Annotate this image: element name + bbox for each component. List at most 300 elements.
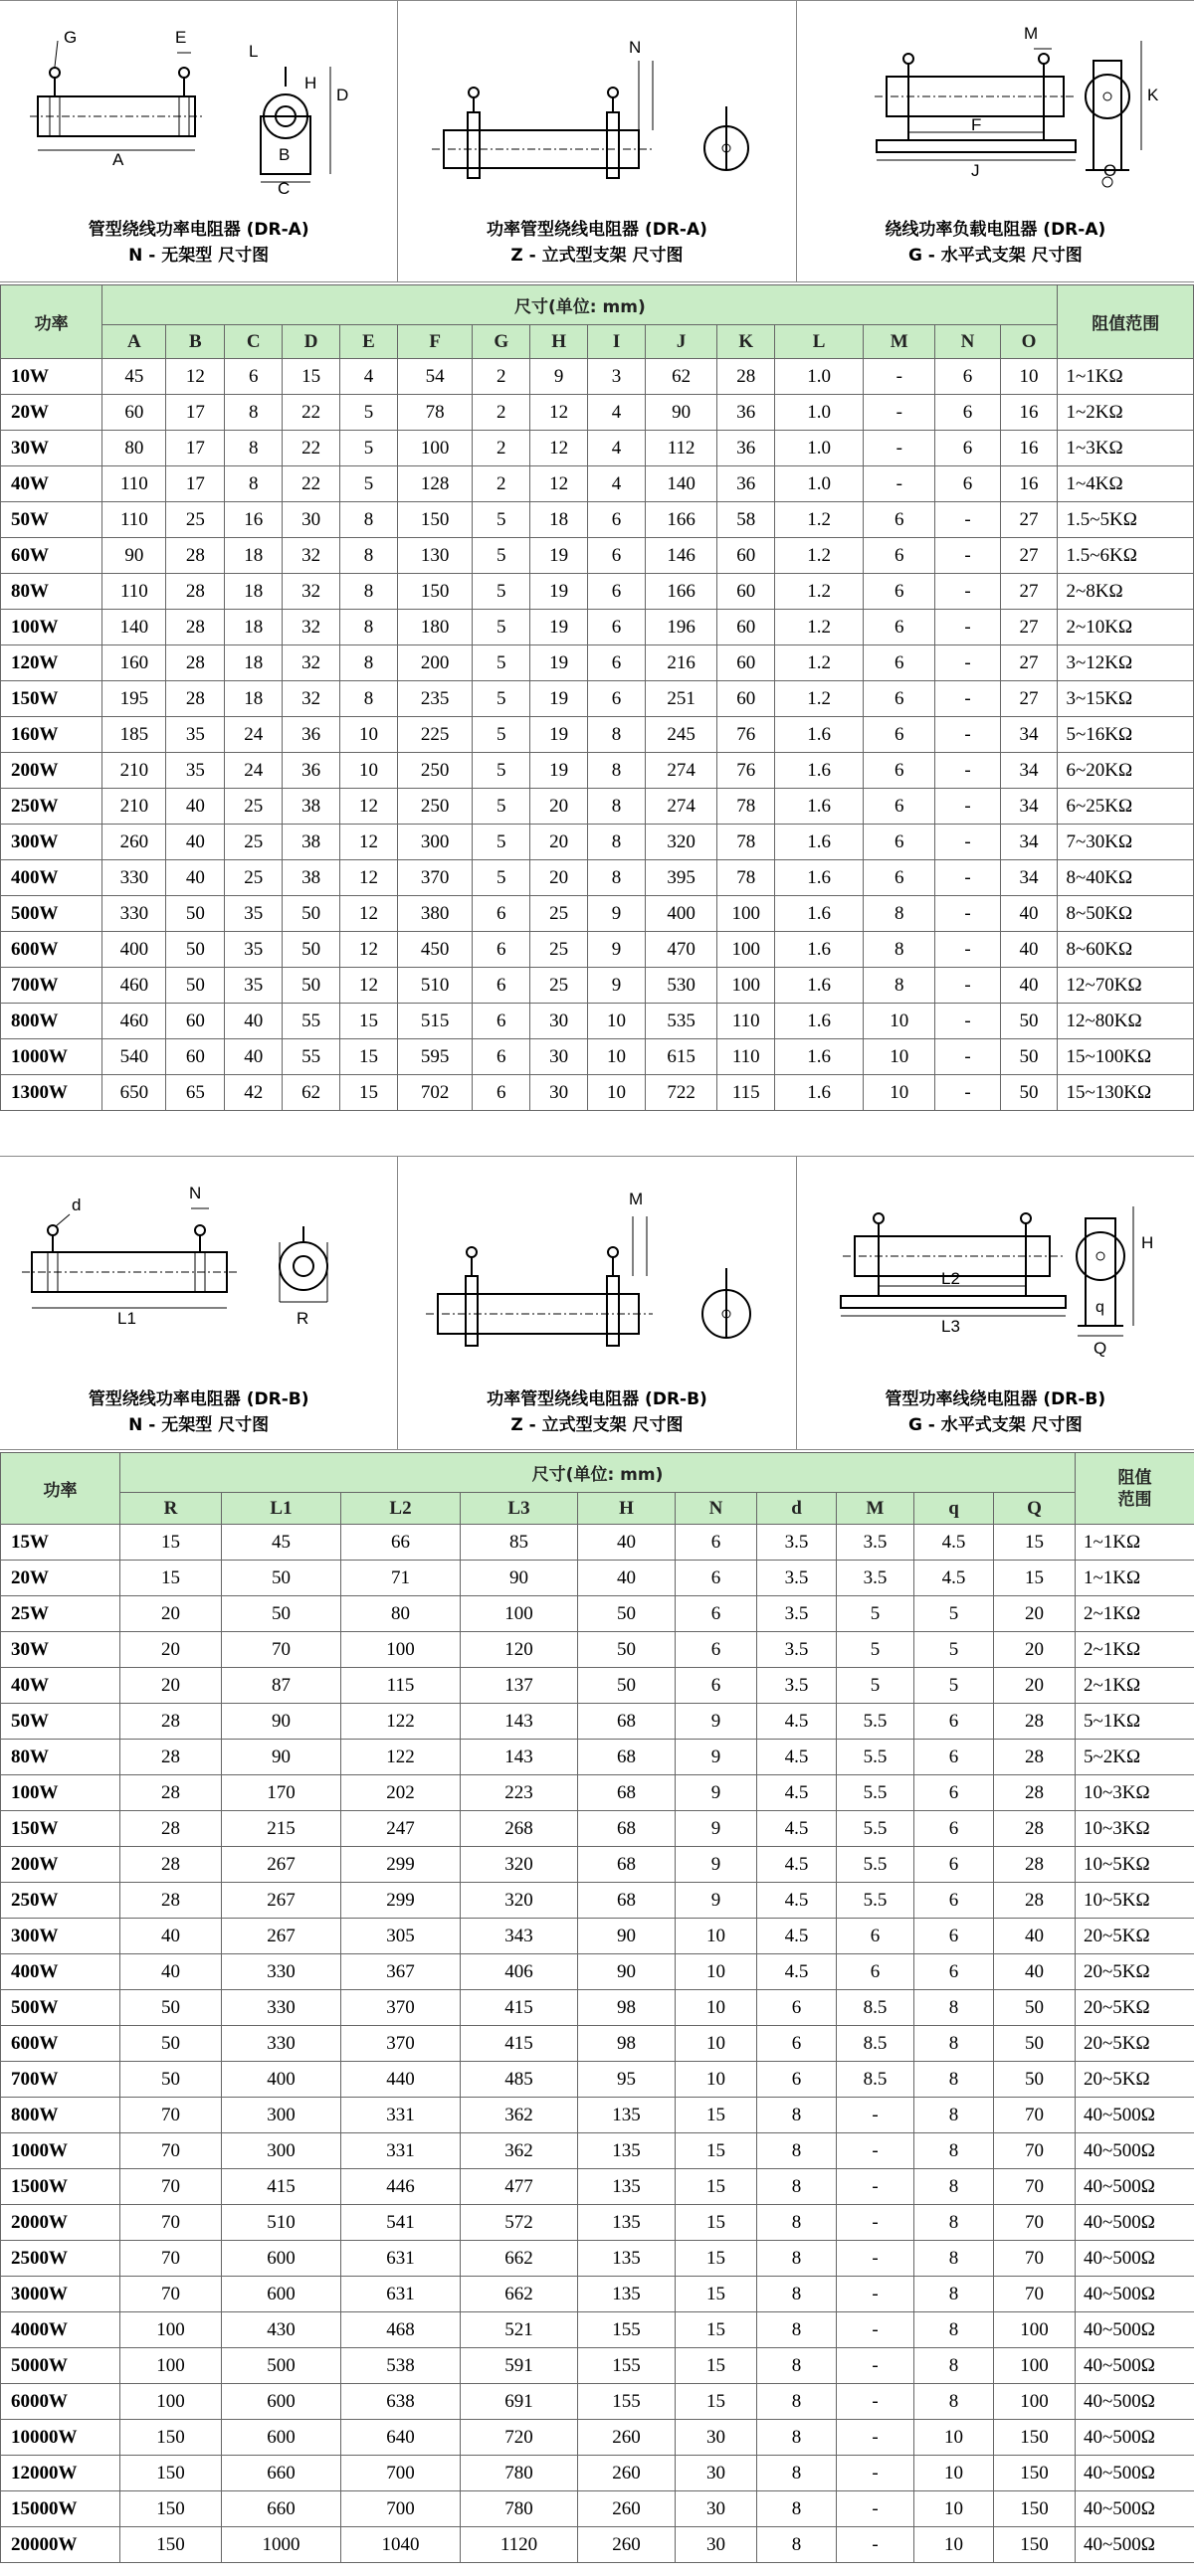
dimension-cell: 19: [530, 538, 588, 574]
table-row: [1, 2348, 1194, 2384]
dimension-cell: 510: [222, 2205, 341, 2241]
dimension-cell: 17: [166, 431, 225, 466]
power-cell: 15000W: [1, 2491, 120, 2527]
dimension-cell: -: [935, 860, 1000, 896]
dimension-cell: 6: [864, 753, 935, 789]
label-q-upper: Q: [1093, 1339, 1106, 1358]
table-row: [1, 1847, 1194, 1883]
dimension-cell: 150: [120, 2527, 222, 2563]
column-header-n: N: [676, 1493, 757, 1525]
dimension-cell: 17: [166, 466, 225, 502]
dimension-cell: 70: [994, 2277, 1076, 2312]
label-l: L: [249, 42, 259, 61]
dimension-cell: 5: [914, 1596, 994, 1632]
power-cell: 500W: [1, 1990, 120, 2026]
dimension-cell: 6: [676, 1561, 757, 1596]
dimension-cell: 150: [994, 2456, 1076, 2491]
dimension-cell: 5.5: [837, 1740, 914, 1775]
power-cell: 30W: [1, 1632, 120, 1668]
dimension-cell: 477: [461, 2169, 578, 2205]
dimension-cell: 180: [397, 610, 472, 645]
diagram-dr-b-n: [0, 1157, 398, 1449]
dimension-cell: 10: [588, 1039, 646, 1075]
dimension-cell: 8: [914, 2205, 994, 2241]
resistance-range-cell: 10~3KΩ: [1076, 1811, 1194, 1847]
table-row: [1, 1990, 1194, 2026]
dimension-cell: 66: [341, 1525, 461, 1561]
dimension-cell: 70: [994, 2169, 1076, 2205]
power-cell: 2000W: [1, 2205, 120, 2241]
dimension-cell: 70: [120, 2277, 222, 2312]
dimension-cell: 8: [914, 2348, 994, 2384]
dimension-cell: 9: [588, 968, 646, 1004]
dimension-cell: 18: [225, 645, 283, 681]
dimension-cell: 380: [397, 896, 472, 932]
dimension-cell: 35: [225, 896, 283, 932]
dimension-cell: 30: [283, 502, 340, 538]
power-header: 功率: [1, 285, 102, 359]
dimension-cell: 27: [1000, 538, 1058, 574]
dimension-cell: 6: [837, 1954, 914, 1990]
table-row: [1, 968, 1194, 1004]
column-header-r: R: [120, 1493, 222, 1525]
dimension-cell: 10: [676, 2062, 757, 2098]
column-header-n: N: [935, 325, 1000, 359]
dimension-cell: 440: [341, 2062, 461, 2098]
dimension-cell: 100: [461, 1596, 578, 1632]
dr-b-n-caption-2: N - 无架型 尺寸图: [128, 1415, 270, 1435]
table-row: [1, 753, 1194, 789]
dimension-cell: 10: [864, 1004, 935, 1039]
dimension-cell: 40: [225, 1039, 283, 1075]
dimension-cell: 28: [166, 574, 225, 610]
dimension-cell: 6: [588, 645, 646, 681]
resistance-range-cell: 2~1KΩ: [1076, 1596, 1194, 1632]
dimension-cell: 640: [341, 2420, 461, 2456]
dimension-cell: 60: [717, 610, 775, 645]
power-cell: 60W: [1, 538, 102, 574]
dimension-cell: 28: [994, 1811, 1076, 1847]
dimension-cell: 274: [645, 753, 716, 789]
table-row: [1, 2098, 1194, 2133]
power-cell: 160W: [1, 717, 102, 753]
label-l1: L1: [117, 1309, 136, 1328]
resistance-range-cell: 8~40KΩ: [1058, 860, 1194, 896]
dimension-cell: 80: [102, 431, 166, 466]
resistance-range-cell: 8~50KΩ: [1058, 896, 1194, 932]
dimension-cell: 3.5: [757, 1668, 837, 1704]
resistance-range-cell: 1~1KΩ: [1076, 1525, 1194, 1561]
table-row: [1, 1919, 1194, 1954]
dimension-cell: 50: [578, 1596, 676, 1632]
table-row: [1, 2277, 1194, 2312]
diagram-dr-a-z: [398, 1, 796, 281]
dimension-cell: 160: [102, 645, 166, 681]
dimension-cell: 6: [588, 538, 646, 574]
dimension-cell: 155: [578, 2384, 676, 2420]
dimension-cell: 28: [120, 1847, 222, 1883]
dimension-cell: 3.5: [757, 1561, 837, 1596]
dimension-cell: 8: [588, 825, 646, 860]
dimension-cell: 299: [341, 1883, 461, 1919]
dimension-cell: 40: [578, 1525, 676, 1561]
power-cell: 25W: [1, 1596, 120, 1632]
dimension-cell: 22: [283, 395, 340, 431]
diagram-dr-a-g: [797, 1, 1194, 281]
dimension-cell: 70: [120, 2169, 222, 2205]
dimension-cell: 8: [340, 610, 398, 645]
dimension-cell: 30: [530, 1039, 588, 1075]
range-header-line-2: 范围: [1117, 1489, 1152, 1510]
dimension-cell: -: [864, 395, 935, 431]
dimension-cell: 8: [757, 2098, 837, 2133]
dimension-cell: 5: [473, 681, 530, 717]
dimension-cell: 32: [283, 610, 340, 645]
dimension-cell: 137: [461, 1668, 578, 1704]
dimension-cell: 8: [757, 2456, 837, 2491]
dimension-cell: 60: [102, 395, 166, 431]
dimension-cell: 20: [994, 1668, 1076, 1704]
dimension-cell: 521: [461, 2312, 578, 2348]
dimension-cell: 638: [341, 2384, 461, 2420]
dimension-cell: 6: [864, 645, 935, 681]
dimension-cell: 6: [914, 1740, 994, 1775]
dimension-cell: 406: [461, 1954, 578, 1990]
dimension-cell: 150: [120, 2456, 222, 2491]
dimension-cell: 8: [340, 681, 398, 717]
diagram-dr-b-z: [398, 1157, 796, 1449]
dimension-cell: 10: [676, 1919, 757, 1954]
table-row: [1, 466, 1194, 502]
dimension-cell: 19: [530, 681, 588, 717]
dimension-cell: 6: [914, 1883, 994, 1919]
resistance-range-cell: 40~500Ω: [1076, 2420, 1194, 2456]
power-cell: 6000W: [1, 2384, 120, 2420]
label-n: N: [629, 38, 642, 57]
dimension-cell: -: [935, 825, 1000, 860]
dimension-cell: 28: [120, 1883, 222, 1919]
dimension-cell: 50: [994, 2026, 1076, 2062]
dimension-cell: 3.5: [837, 1561, 914, 1596]
resistance-range-cell: 8~60KΩ: [1058, 932, 1194, 968]
dimension-cell: 50: [166, 932, 225, 968]
diagram-dr-b-g: [797, 1157, 1194, 1449]
dimension-cell: 720: [461, 2420, 578, 2456]
dimension-cell: 260: [102, 825, 166, 860]
dimension-cell: 6: [473, 932, 530, 968]
dimension-cell: 10: [676, 1954, 757, 1990]
dimension-cell: 1.2: [775, 538, 864, 574]
dimension-cell: 18: [530, 502, 588, 538]
dimension-cell: 3.5: [757, 1632, 837, 1668]
dimension-cell: 1040: [341, 2527, 461, 2563]
dimension-cell: 8: [914, 2098, 994, 2133]
dimension-cell: 110: [717, 1004, 775, 1039]
dimension-cell: 166: [645, 574, 716, 610]
power-cell: 400W: [1, 1954, 120, 1990]
dimension-cell: 8: [757, 2384, 837, 2420]
dimension-cell: 15: [340, 1075, 398, 1111]
dimension-cell: 8: [340, 645, 398, 681]
dimension-cell: 6: [473, 968, 530, 1004]
dimension-cell: 8: [864, 896, 935, 932]
dimension-cell: 143: [461, 1740, 578, 1775]
dimension-cell: 10: [864, 1039, 935, 1075]
resistance-range-cell: 2~1KΩ: [1076, 1668, 1194, 1704]
dimension-cell: 115: [717, 1075, 775, 1111]
label-d: D: [336, 86, 349, 104]
range-header-line-1: 阻值: [1117, 1467, 1152, 1488]
column-header-d: d: [757, 1493, 837, 1525]
dimension-cell: 8: [914, 1990, 994, 2026]
resistance-range-cell: 3~12KΩ: [1058, 645, 1194, 681]
dimension-cell: 460: [102, 968, 166, 1004]
dimension-cell: 50: [1000, 1075, 1058, 1111]
dimension-cell: 12: [340, 825, 398, 860]
table-row: [1, 717, 1194, 753]
dimension-cell: 10: [588, 1004, 646, 1039]
section-b-table-wrap: [0, 1452, 1194, 2563]
power-cell: 20000W: [1, 2527, 120, 2563]
dimension-cell: 5: [473, 502, 530, 538]
dimension-cell: 251: [645, 681, 716, 717]
dimension-cell: -: [837, 2527, 914, 2563]
dimension-cell: 50: [578, 1668, 676, 1704]
dimension-cell: 485: [461, 2062, 578, 2098]
dimension-cell: 15: [994, 1525, 1076, 1561]
resistance-range-cell: 20~5KΩ: [1076, 2062, 1194, 2098]
label-r: R: [297, 1309, 309, 1328]
dimension-cell: -: [837, 2348, 914, 2384]
dimension-cell: 40: [225, 1004, 283, 1039]
dimension-cell: 15: [676, 2205, 757, 2241]
dimension-cell: 150: [994, 2491, 1076, 2527]
dimension-cell: 5: [473, 789, 530, 825]
power-cell: 4000W: [1, 2312, 120, 2348]
dimension-cell: 36: [717, 466, 775, 502]
dimension-cell: 100: [717, 932, 775, 968]
dimension-cell: 535: [645, 1004, 716, 1039]
range-header: 阻值范围: [1058, 285, 1194, 359]
dimension-cell: 10: [340, 753, 398, 789]
dimension-cell: -: [837, 2277, 914, 2312]
power-cell: 250W: [1, 789, 102, 825]
dimension-cell: 6: [588, 681, 646, 717]
dimension-cell: 6: [473, 1039, 530, 1075]
dimension-cell: 8: [340, 502, 398, 538]
dimension-cell: 28: [717, 359, 775, 395]
dimension-cell: 300: [222, 2098, 341, 2133]
dimension-cell: 9: [676, 1883, 757, 1919]
dimension-cell: 6: [225, 359, 283, 395]
dimension-cell: -: [864, 359, 935, 395]
resistance-range-cell: 40~500Ω: [1076, 2527, 1194, 2563]
dimension-cell: 5: [473, 753, 530, 789]
dimension-cell: 60: [717, 681, 775, 717]
resistance-range-cell: 1~2KΩ: [1058, 395, 1194, 431]
dimension-cell: -: [837, 2241, 914, 2277]
power-cell: 100W: [1, 1775, 120, 1811]
dimension-cell: 16: [1000, 395, 1058, 431]
dimension-cell: 98: [578, 1990, 676, 2026]
dimension-cell: 100: [994, 2312, 1076, 2348]
power-cell: 300W: [1, 825, 102, 860]
dimension-cell: 25: [530, 896, 588, 932]
dimension-cell: 95: [578, 2062, 676, 2098]
dimension-cell: 25: [166, 502, 225, 538]
dimension-cell: 70: [994, 2098, 1076, 2133]
dimension-cell: 140: [102, 610, 166, 645]
dimension-cell: 6: [935, 466, 1000, 502]
dimension-cell: 100: [994, 2348, 1076, 2384]
dimension-cell: 5: [914, 1668, 994, 1704]
dimension-cell: -: [837, 2384, 914, 2420]
power-cell: 20W: [1, 395, 102, 431]
dimension-cell: 8: [757, 2527, 837, 2563]
table-row: [1, 932, 1194, 968]
dimension-cell: -: [864, 431, 935, 466]
dimension-cell: 16: [225, 502, 283, 538]
power-cell: 10W: [1, 359, 102, 395]
dimension-cell: 40: [1000, 896, 1058, 932]
dimension-cell: 4.5: [757, 1954, 837, 1990]
dimension-cell: 4.5: [914, 1525, 994, 1561]
dimension-cell: 28: [994, 1883, 1076, 1919]
table-row: [1, 2062, 1194, 2098]
dimension-cell: 470: [645, 932, 716, 968]
dims-header: 尺寸(单位: mm): [102, 285, 1058, 325]
dimension-cell: 150: [120, 2491, 222, 2527]
dimension-cell: 50: [120, 2026, 222, 2062]
dimension-cell: 50: [994, 2062, 1076, 2098]
dimension-cell: 50: [994, 1990, 1076, 2026]
dimension-cell: 5: [473, 574, 530, 610]
dimension-cell: 20: [530, 825, 588, 860]
dimension-cell: 12: [530, 395, 588, 431]
column-header-d: D: [283, 325, 340, 359]
column-header-o: O: [1000, 325, 1058, 359]
dimension-cell: 5: [837, 1632, 914, 1668]
table-row: [1, 789, 1194, 825]
dimension-cell: 260: [578, 2420, 676, 2456]
dimension-cell: 8: [757, 2420, 837, 2456]
column-header-b: B: [166, 325, 225, 359]
dimension-cell: 4.5: [757, 1811, 837, 1847]
dimension-cell: 150: [120, 2420, 222, 2456]
resistance-range-cell: 12~80KΩ: [1058, 1004, 1194, 1039]
dimension-cell: 2: [473, 359, 530, 395]
resistance-range-cell: 20~5KΩ: [1076, 1954, 1194, 1990]
dimension-cell: 55: [283, 1004, 340, 1039]
dimension-cell: 50: [222, 1561, 341, 1596]
dimension-cell: -: [935, 789, 1000, 825]
dimension-cell: 68: [578, 1704, 676, 1740]
dimension-cell: 110: [102, 466, 166, 502]
dimension-cell: -: [837, 2205, 914, 2241]
table-row: [1, 860, 1194, 896]
dimension-cell: 36: [717, 431, 775, 466]
dimension-cell: 30: [530, 1004, 588, 1039]
column-header-row: [1, 325, 1194, 359]
table-row: [1, 1632, 1194, 1668]
dimension-cell: 60: [717, 538, 775, 574]
power-header: 功率: [1, 1453, 120, 1525]
table-row: [1, 2169, 1194, 2205]
power-cell: 250W: [1, 1883, 120, 1919]
dimension-cell: 25: [225, 860, 283, 896]
dimension-cell: 30: [530, 1075, 588, 1111]
dimension-cell: 6: [914, 1775, 994, 1811]
dimension-cell: 415: [222, 2169, 341, 2205]
resistance-range-cell: 10~5KΩ: [1076, 1847, 1194, 1883]
dimension-cell: 150: [397, 574, 472, 610]
dimension-cell: -: [837, 2456, 914, 2491]
label-a: A: [112, 150, 124, 169]
dimension-cell: 32: [283, 538, 340, 574]
dimension-cell: 8: [225, 395, 283, 431]
dimension-cell: 15: [676, 2384, 757, 2420]
dimension-cell: 135: [578, 2241, 676, 2277]
dimension-cell: 660: [222, 2491, 341, 2527]
table-row: [1, 502, 1194, 538]
dimension-cell: 5: [837, 1596, 914, 1632]
dimension-cell: 15: [340, 1004, 398, 1039]
dimension-cell: 662: [461, 2277, 578, 2312]
power-cell: 500W: [1, 896, 102, 932]
dimension-cell: 122: [341, 1740, 461, 1775]
dimension-cell: 25: [225, 825, 283, 860]
dimension-cell: 78: [717, 789, 775, 825]
dimension-cell: 12: [340, 932, 398, 968]
dimension-cell: 8: [757, 2348, 837, 2384]
resistance-range-cell: 3~15KΩ: [1058, 681, 1194, 717]
dr-a-g-caption-1: 绕线功率负载电阻器 (DR-A): [885, 220, 1106, 240]
dimension-cell: 100: [717, 896, 775, 932]
dimension-cell: 135: [578, 2205, 676, 2241]
label-h: H: [1140, 1233, 1153, 1252]
dimension-cell: 71: [341, 1561, 461, 1596]
dimension-cell: 8: [588, 753, 646, 789]
dimension-cell: 1.6: [775, 825, 864, 860]
resistance-range-cell: 1.5~5KΩ: [1058, 502, 1194, 538]
column-header-k: K: [717, 325, 775, 359]
dimension-cell: 50: [1000, 1004, 1058, 1039]
dimension-cell: 65: [166, 1075, 225, 1111]
dimension-cell: 1.6: [775, 896, 864, 932]
dr-b-dimension-table: [0, 1452, 1194, 2563]
table-row: [1, 2420, 1194, 2456]
dimension-cell: 591: [461, 2348, 578, 2384]
dimension-cell: -: [935, 574, 1000, 610]
dimension-cell: 3.5: [837, 1525, 914, 1561]
dimension-cell: 5.5: [837, 1704, 914, 1740]
dimension-cell: 27: [1000, 645, 1058, 681]
resistance-range-cell: 6~25KΩ: [1058, 789, 1194, 825]
dimension-cell: 331: [341, 2098, 461, 2133]
label-m: M: [1023, 24, 1038, 43]
column-header-m: M: [864, 325, 935, 359]
dimension-cell: 8: [864, 968, 935, 1004]
dimension-cell: 28: [994, 1847, 1076, 1883]
dimension-cell: 15: [676, 2169, 757, 2205]
dr-b-table-body: [1, 1525, 1194, 2563]
column-header-g: G: [473, 325, 530, 359]
power-cell: 150W: [1, 1811, 120, 1847]
column-header-a: A: [102, 325, 166, 359]
dimension-cell: 28: [166, 681, 225, 717]
dimension-cell: 267: [222, 1847, 341, 1883]
dimension-cell: 370: [341, 2026, 461, 2062]
